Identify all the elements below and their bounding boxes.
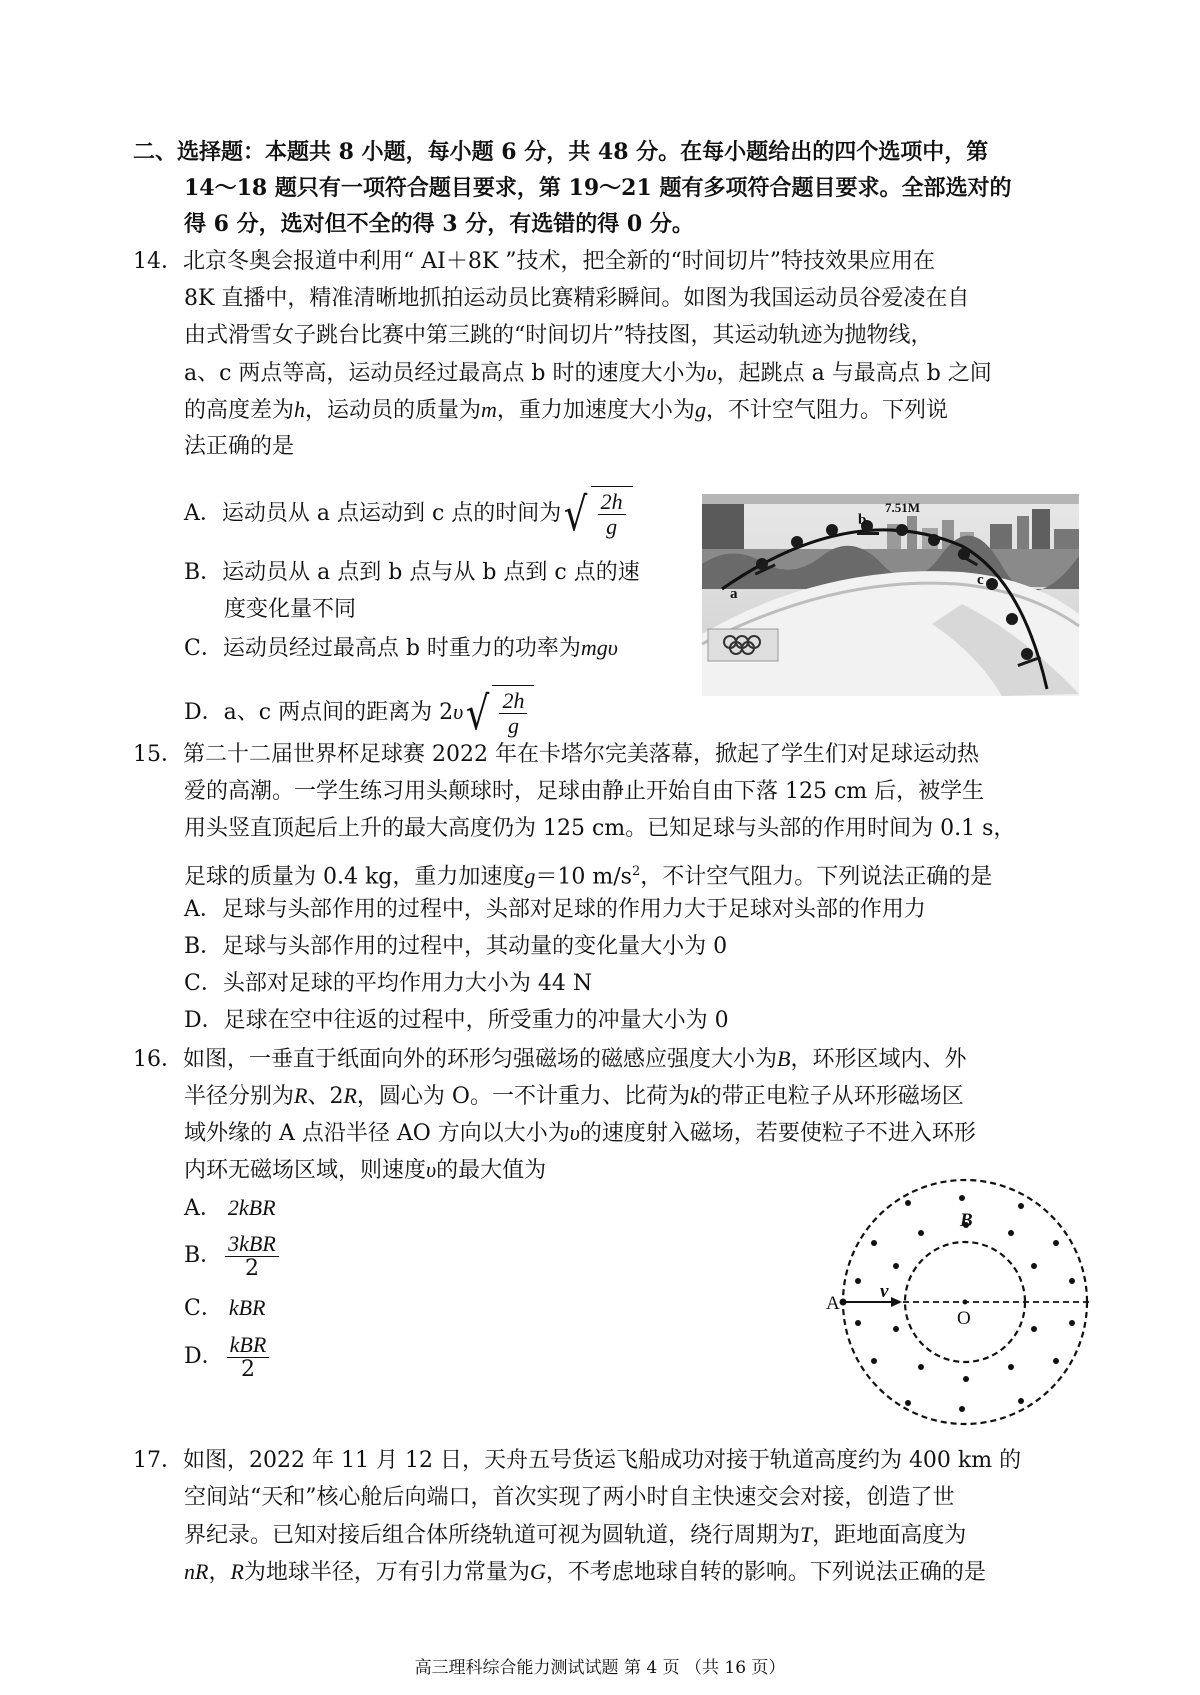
q14-line-2: 8K 直播中，精准清晰地抓拍运动员比赛精彩瞬间。如图为我国运动员谷爱凌在自 (184, 286, 970, 311)
q15-line-4 (184, 856, 992, 893)
sqrt-symbol: √ $\frac{2h}{g}$ (463, 685, 534, 741)
q15-number: 15． (133, 742, 183, 767)
q16-text-2a: 半径分别为 (184, 1084, 295, 1109)
q14-text-4a: a、c 两点等高，运动员经过最高点 b 时的速度大小为 (184, 361, 707, 386)
fraction-numerator: 2h (598, 490, 626, 515)
q17-text-4c: ，不考虑地球自转的影响。下列说法正确的是 (545, 1560, 986, 1585)
q15-line-2: 爱的高潮。一学生练习用头颠球时，足球由静止开始自由下落 125 cm 后，被学生 (184, 779, 985, 804)
q16-line-2 (184, 1080, 964, 1113)
q17-line-3 (184, 1519, 966, 1552)
fraction-numerator: kBR (227, 1333, 270, 1358)
q15-option-a[interactable]: A．足球与头部作用的过程中，头部对足球的作用力大于足球对头部的作用力 (184, 897, 926, 922)
photo-label-distance: 7.51M (885, 500, 921, 515)
q17-var-R: R (230, 1559, 244, 1584)
q14-text-5a: 的高度差为 (184, 398, 295, 423)
q16-text-1a: 如图，一垂直于纸面向外的环形匀强磁场的磁感应强度大小为 (183, 1047, 778, 1072)
q17-text-4b: 为地球半径，万有引力常量为 (243, 1560, 530, 1585)
q14-option-a-text: A．运动员从 a 点运动到 c 点的时间为 (184, 501, 562, 526)
q16-option-c-label: C． (184, 1296, 223, 1321)
section-header-line-1: 二、选择题：本题共 8 小题，每小题 6 分，共 48 分。在每小题给出的四个选项中，第 (133, 139, 989, 165)
q14-line-5 (184, 394, 948, 427)
q16-text-2c: ，圆心为 O。一不计重力、比荷为 (356, 1084, 690, 1109)
q14-option-d-text: D．a、c 两点间的距离为 2 (184, 700, 454, 725)
q17-number: 17． (133, 1448, 183, 1473)
label-O: O (957, 1308, 971, 1329)
q14-var-m: m (481, 397, 497, 422)
q14-var-h: h (294, 397, 306, 422)
q14-line-1 (133, 246, 935, 278)
fraction-denominator: 2 (240, 1356, 255, 1382)
q16-var-k: k (689, 1083, 700, 1108)
section-header-line-2: 14～18 题只有一项符合题目要求，第 19～21 题有多项符合题目要求。全部选对的 (184, 175, 1012, 201)
q16-text-3b: 的速度射入磁场，若要使粒子不进入环形 (579, 1121, 976, 1146)
q15-text-4b: ＝10 m/s (535, 864, 632, 890)
q16-option-a-expr: 2kBR (227, 1195, 276, 1220)
q16-option-d-label: D． (184, 1344, 224, 1369)
q14-line-4 (184, 357, 992, 390)
photo-label-a: a (730, 586, 738, 602)
q14-option-a[interactable] (184, 486, 633, 542)
q16-line-4 (184, 1154, 546, 1187)
q14-text-4b: ，起跳点 a 与最高点 b 之间 (716, 361, 992, 386)
q17-text-1: 如图，2022 年 11 月 12 日，天舟五号货运飞船成功对接于轨道高度约为 400 km 的 (183, 1448, 1022, 1473)
q16-option-c[interactable] (184, 1292, 266, 1325)
q14-text-5b: ，运动员的质量为 (305, 398, 482, 423)
q16-text-1b: ，环形区域内、外 (790, 1047, 967, 1072)
q15-option-c[interactable]: C．头部对足球的平均作用力大小为 44 N (184, 971, 593, 996)
q16-option-b[interactable] (184, 1228, 282, 1284)
center-o (963, 1300, 968, 1305)
q15-option-b[interactable]: B．足球与头部作用的过程中，其动量的变化量大小为 0 (184, 934, 728, 959)
q16-text-2d: 的带正电粒子从环形磁场区 (699, 1084, 964, 1109)
q15-superscript: 2 (631, 864, 641, 879)
q15-option-d[interactable]: D．足球在空中往返的过程中，所受重力的冲量大小为 0 (184, 1008, 729, 1033)
fraction (499, 689, 527, 738)
q14-text-1: 北京冬奥会报道中利用“ AI＋8K ”技术，把全新的“时间切片”特技效果应用在 (183, 249, 935, 274)
fraction (598, 490, 626, 539)
q16-line-1 (133, 1043, 966, 1076)
q16-var-v: υ (426, 1157, 437, 1182)
q14-var-g: g (694, 397, 706, 422)
q15-text-1: 第二十二届世界杯足球赛 2022 年在卡塔尔完美落幕，掀起了学生们对足球运动热 (183, 742, 979, 767)
q17-line-2: 空间站“天和”核心舱后向端口，首次实现了两小时自主快速交会对接，创造了世 (184, 1485, 955, 1510)
magnetic-ring-diagram (826, 1171, 1094, 1433)
q14-text-5c: ，重力加速度大小为 (496, 398, 695, 423)
q16-text-4b: 的最大值为 (436, 1158, 547, 1183)
fraction (227, 1333, 270, 1382)
ski-jump-photo (702, 494, 1079, 696)
q14-var-v: υ (453, 699, 464, 724)
q14-line-6: 法正确的是 (184, 434, 295, 459)
q15-line-1 (133, 739, 979, 771)
q16-option-d[interactable] (184, 1329, 272, 1385)
q15-text-4a: 足球的质量为 0.4 kg，重力加速度 (184, 864, 525, 890)
q16-option-a[interactable] (184, 1192, 276, 1225)
section-header-line-3: 得 6 分，选对但不全的得 3 分，有选错的得 0 分。 (184, 211, 694, 237)
q14-text-5d: ，不计空气阻力。下列说 (705, 398, 948, 423)
q16-number: 16． (133, 1047, 183, 1072)
q16-var-R: R (343, 1083, 357, 1108)
q16-var-v: υ (569, 1120, 580, 1145)
fraction-denominator: g (507, 713, 519, 738)
q14-option-d[interactable] (184, 684, 534, 741)
q14-number: 14． (133, 249, 183, 274)
q17-text-3a: 界纪录。已知对接后组合体所绕轨道可视为圆轨道，绕行周期为 (184, 1523, 801, 1548)
q16-line-3 (184, 1117, 976, 1150)
q16-var-B: B (777, 1046, 791, 1071)
q15-var-g: g (524, 863, 536, 889)
photo-label-c: c (977, 572, 984, 588)
q17-var-nR: nR (184, 1559, 209, 1584)
q16-option-b-label: B． (184, 1243, 223, 1268)
q17-var-T: T (800, 1522, 813, 1547)
q15-text-4c: ，不计空气阻力。下列说法正确的是 (640, 864, 993, 890)
q17-text-4a: ， (208, 1560, 231, 1585)
q17-line-4 (184, 1556, 986, 1589)
label-A: A (826, 1293, 840, 1314)
q16-var-R: R (294, 1083, 308, 1108)
fraction (225, 1232, 279, 1281)
label-B: B (960, 1210, 973, 1231)
q16-option-a-label: A． (184, 1196, 222, 1221)
label-v: v (880, 1281, 889, 1302)
fraction-denominator: g (606, 514, 618, 539)
q14-option-c-text: C．运动员经过最高点 b 时重力的功率为 (184, 636, 581, 661)
q14-var-v: υ (706, 360, 717, 385)
q16-text-3a: 域外缘的 A 点沿半径 AO 方向以大小为 (184, 1121, 570, 1146)
q14-option-b-line-1[interactable]: B．运动员从 a 点到 b 点与从 b 点到 c 点的速 (184, 560, 640, 585)
point-a (840, 1299, 847, 1306)
q14-option-c[interactable] (184, 632, 618, 665)
q14-option-b-line-2: 度变化量不同 (224, 597, 357, 622)
arrow-head (891, 1297, 902, 1307)
q17-line-1 (133, 1445, 1021, 1477)
q16-option-c-expr: kBR (228, 1295, 266, 1320)
q16-text-2b: 、2 (307, 1084, 344, 1109)
q14-option-c-expr: mgυ (580, 635, 618, 660)
fraction-denominator: 2 (245, 1255, 259, 1281)
photo-label-b: b (858, 512, 867, 528)
q17-text-3b: ，距地面高度为 (812, 1523, 967, 1548)
fraction-numerator: 3kBR (225, 1232, 279, 1257)
q17-var-G: G (529, 1559, 546, 1584)
fraction-numerator: 2h (499, 689, 527, 714)
sqrt-symbol: √ $\frac{2h}{g}$ (561, 486, 632, 542)
q14-line-3: 由式滑雪女子跳台比赛中第三跳的“时间切片”特技图，其运动轨迹为抛物线， (184, 323, 933, 348)
q15-line-3: 用头竖直顶起后上升的最大高度仍为 125 cm。已知足球与头部的作用时间为 0.1 s， (184, 816, 1016, 841)
page-footer: 高三理科综合能力测试试题 第 4 页 （共 16 页） (414, 1658, 786, 1678)
q16-text-4a: 内环无磁场区域，则速度 (184, 1158, 427, 1183)
